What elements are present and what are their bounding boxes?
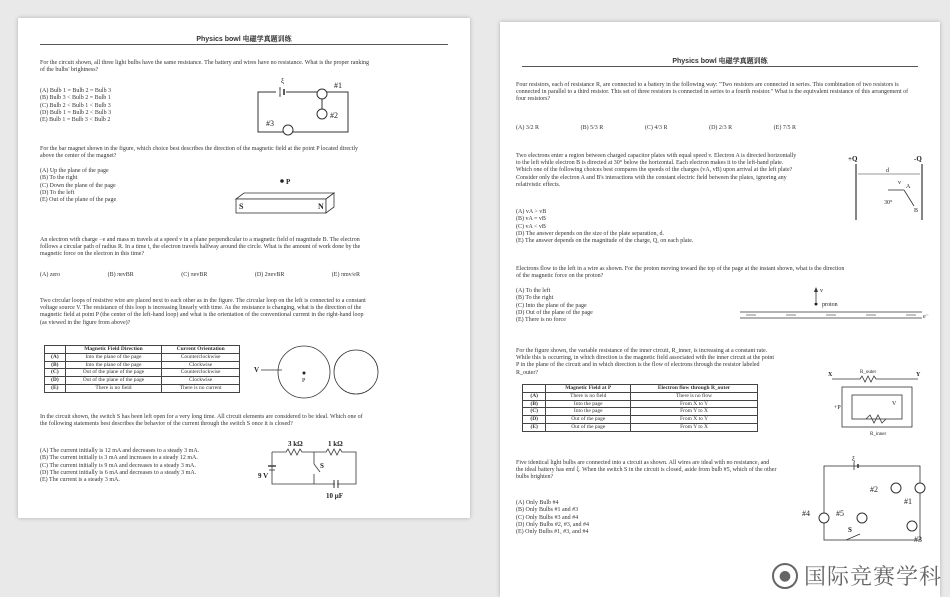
question-electron-work [40, 237, 370, 262]
question-bar-magnet [40, 146, 370, 163]
question-stem: Two electrons enter a region between charged capacitor plates with equal speed v. Electron A is directed horizontally to the left while electron B is directed at 30° below the horizontal. Each electron makes it to the left-hand plate. Which one of the following choices best compares the speeds of the charges (vA, vB) upon arrival at the left plate? Consider only the electron A and B's interactions with the constant electric field between the plates, ignoring any relativistic effects. [516, 153, 797, 188]
column-electron-flow: Electron flow through R_outer [631, 385, 758, 393]
option-a: (A) zero [40, 272, 61, 278]
five-bulb-circuit-figure [800, 452, 930, 548]
option-d: (D) Bulb 1 = Bulb 2 < Bulb 3 [40, 109, 112, 116]
option-d: (D) 2πevBR [254, 272, 285, 278]
wechat-icon: ● [772, 563, 798, 589]
battery-label: 9 V [258, 472, 269, 480]
answer-options [516, 125, 796, 131]
question-stem: For the circuit shown, all three light bulbs have the same resistance. The battery and wires have no resistance. What is the proper ranking of the bulbs' brightness? [40, 60, 370, 74]
proton-label: proton [822, 302, 838, 308]
table-row: (A) Into the plane of the page Counterclockwise [45, 353, 240, 361]
resistor-1k-label: 1 kΩ [328, 440, 343, 448]
wire-proton-figure [736, 284, 932, 330]
y-terminal-label: Y [916, 372, 921, 378]
option-c: (C) vA < vB [516, 223, 546, 230]
table-row: (C) Out of the plane of the page Counterclockwise [45, 369, 240, 377]
option-c: (C) Only Bulbs #3 and #4 [516, 514, 579, 521]
answer-options [40, 272, 360, 278]
watermark-text: 国际竞赛学科 [803, 565, 942, 590]
table-row: (B) Into the plane of the page Clockwise [45, 361, 240, 369]
option-b: (B) Bulb 3 < Bulb 2 = Bulb 1 [40, 95, 111, 102]
voltage-label: V [254, 366, 260, 374]
point-p-label: P [302, 378, 306, 384]
question-inner-outer-circuit [516, 348, 778, 380]
bulb-3-label: #3 [914, 535, 922, 544]
velocity-label: v [898, 180, 901, 186]
negative-plate-label: -Q [914, 155, 922, 163]
two-loops-figure [252, 342, 382, 404]
question-stem: Four resistors, each of resistance R, are connected to a battery in the following way: "Two resistors are connected in series. This combination of two resistors is connected in parallel to a third resistor. This set of three resistors is connected in series to a fourth resistor." What is the equivalent resistance of this arrangement of four resistors? [516, 82, 909, 103]
bulb-1-label: #1 [334, 81, 342, 90]
option-e: (E) The current is a steady 3 mA. [40, 477, 120, 484]
question-five-bulbs [516, 460, 778, 485]
option-a: (A) vA > vB [516, 209, 547, 215]
option-c: (C) The current initially is 9 mA and decreases to a steady 3 mA. [40, 462, 196, 469]
option-b: (B) Only Bulbs #1 and #3 [516, 507, 579, 514]
north-pole-label: N [318, 202, 324, 211]
option-d: (D) The current initially is 6 mA and decreases to a steady 3 mA. [40, 469, 197, 476]
switch-label: S [848, 526, 852, 534]
capacitor-label: 10 μF [326, 492, 343, 500]
option-e: (E) πmv/eR [331, 272, 360, 278]
option-c: (C) Into the plane of the page [516, 302, 587, 309]
option-b: (B) 5/3 R [580, 125, 604, 131]
header-rule [40, 44, 448, 45]
bulb-4-label: #4 [802, 509, 810, 518]
r-outer-label: R_outer [860, 370, 877, 375]
question-four-resistors [516, 82, 912, 107]
electron-a-label: A [906, 184, 911, 190]
header-rule [522, 66, 918, 67]
rc-circuit-figure [258, 438, 368, 502]
option-e: (E) There is no force [516, 317, 566, 324]
inner-voltage-label: V [892, 401, 897, 407]
question-stem: For the figure shown, the variable resistance of the inner circuit, R_inner, is increasing at a constant rate. While this is occurring, in which direction is the magnetic field associated with the inner circuit at the point P in the plane of the circuit and in which direction is the flow of electrons through the resistor labeled R_outer? [516, 348, 775, 376]
question-stem: Electrons flow to the left in a wire as shown. For the proton moving toward the top of the page at the instant shown, what is the direction of the magnetic force on the proton? [516, 266, 845, 280]
angle-label: 30° [884, 200, 893, 206]
inner-outer-circuit-figure [826, 367, 926, 443]
column-field-at-p: Magnetic Field at P [546, 385, 631, 393]
option-a: (A) To the left [516, 288, 551, 294]
option-c: (C) Bulb 2 < Bulb 1 < Bulb 3 [40, 102, 111, 109]
bar-magnet-figure [230, 173, 350, 223]
option-b: (B) To the right [40, 175, 78, 182]
option-d: (D) Out of the plane of the page [516, 309, 593, 316]
option-b: (B) vA = vB [516, 216, 546, 223]
question-stem: Five identical light bulbs are connected into a circuit as shown. All wires are ideal with no resistance, and the ideal battery has emf ξ. When the switch S in the circuit is closed, aside from bulb #5, which of the other bulbs brighten? [516, 460, 777, 481]
point-p-label: +P [834, 405, 841, 411]
separation-label: d [886, 168, 889, 174]
emf-label: ξ [852, 455, 856, 463]
resistor-3k-label: 3 kΩ [288, 440, 303, 448]
question-stem: An electron with charge −e and mass m travels at a speed v in a plane perpendicular to a magnetic field of magnitude B. The electron follows a circular path of radius R. In a time t, the electron travels halfway around the circle. What is the amount of work done by the magnetic force on the electron in this time? [40, 237, 361, 258]
option-e: (E) Only Bulbs #1, #3, and #4 [516, 529, 589, 536]
column-field-direction: Magnetic Field Direction [65, 346, 162, 354]
option-a: (A) Only Bulb #4 [516, 500, 559, 506]
bulb-1-label: #1 [904, 497, 912, 506]
option-a: (A) The current initially is 12 mA and decreases to a steady 3 mA. [40, 448, 200, 454]
answer-options [516, 500, 686, 536]
right-worksheet-page [500, 22, 940, 597]
velocity-label: v [820, 288, 823, 294]
option-a: (A) 3/2 R [516, 125, 539, 131]
electron-b-label: B [914, 208, 919, 214]
emf-label: ξ [281, 77, 285, 85]
bulb-5-label: #5 [836, 509, 844, 518]
page-header: Physics bowl 电磁学真题训练 [672, 58, 768, 65]
table-row: (C) Into the page From Y to X [523, 408, 758, 416]
three-bulb-circuit-figure [250, 74, 360, 136]
electron-label: e⁻ [923, 314, 929, 320]
option-c: (C) Down the plane of the page [40, 182, 116, 189]
positive-plate-label: +Q [848, 155, 858, 163]
capacitor-plates-figure [844, 152, 934, 224]
answer-options [40, 168, 190, 204]
table-row: (E) There is no field There is no current [45, 384, 240, 392]
bulb-2-label: #2 [870, 485, 878, 494]
answer-options [516, 288, 666, 324]
r-inner-label: R_inner [870, 432, 887, 437]
x-terminal-label: X [828, 372, 833, 378]
option-e: (E) 7/5 R [773, 125, 796, 131]
table-row: (D) Out of the page From X to Y [523, 416, 758, 424]
answer-table [522, 384, 758, 432]
south-pole-label: S [239, 202, 244, 211]
answer-options [40, 88, 190, 124]
option-a: (A) Bulb 1 = Bulb 2 = Bulb 3 [40, 88, 112, 94]
option-c: (C) πevBR [181, 272, 208, 278]
left-worksheet-page [18, 18, 470, 518]
question-proton-wire [516, 266, 846, 283]
question-circular-loops [40, 298, 370, 330]
answer-options [40, 448, 260, 484]
option-d: (D) The answer depends on the size of the plate separation, d. [516, 230, 665, 237]
question-stem: Two circular loops of resistive wire are placed next to each other as in the figure. The circular loop on the left is connected to a constant voltage source V. The resistance of this loop is increasing linearly with time. As the resistance is changing, what is the direction of the magnetic field at point P (the center of the left-hand loop) and what is the orientation of the conventional current in the right-hand loop (as viewed in the figure from above)? [40, 298, 366, 326]
question-electrons-capacitor [516, 153, 798, 192]
option-a: (A) Up the plane of the page [40, 168, 109, 174]
page-header: Physics bowl 电磁学真题训练 [196, 36, 292, 43]
bulb-2-label: #2 [330, 111, 338, 120]
option-e: (E) Bulb 1 = Bulb 3 < Bulb 2 [40, 117, 111, 124]
option-e: (E) Out of the plane of the page [40, 197, 117, 204]
question-switch-capacitor [40, 414, 370, 431]
option-d: (D) To the left [40, 189, 75, 196]
bulb-3-label: #3 [266, 119, 274, 128]
option-e: (E) The answer depends on the magnitude of the charge, Q, on each plate. [516, 238, 694, 245]
option-b: (B) The current initially is 3 mA and increases to a steady 12 mA. [40, 455, 198, 462]
switch-label: S [320, 462, 324, 470]
column-current-orientation: Current Orientation [162, 346, 240, 354]
table-row: (B) Into the page From X to Y [523, 400, 758, 408]
answer-options [516, 209, 816, 245]
watermark [772, 560, 942, 591]
table-row: (A) There is no field There is no flow [523, 392, 758, 400]
option-c: (C) 4/3 R [644, 125, 668, 131]
point-p-label: P [286, 178, 291, 186]
table-row: (D) Out of the plane of the page Clockwise [45, 377, 240, 385]
answer-table [44, 345, 240, 393]
option-d: (D) Only Bulbs #2, #3, and #4 [516, 521, 589, 528]
option-b: (B) To the right [516, 295, 554, 302]
question-stem: For the bar magnet shown in the figure, which choice best describes the direction of the magnetic field at the point P located directly above the center of the magnet? [40, 146, 359, 160]
table-row: (E) Out of the page From Y to X [523, 423, 758, 431]
option-b: (B) πevBR [107, 272, 134, 278]
option-d: (D) 2/3 R [709, 125, 733, 131]
question-stem: In the circuit shown, the switch S has been left open for a very long time. All circuit elements are considered to be ideal. Which one of the following statements best describes the behavior of the current through the switch S once it is closed? [40, 414, 363, 428]
